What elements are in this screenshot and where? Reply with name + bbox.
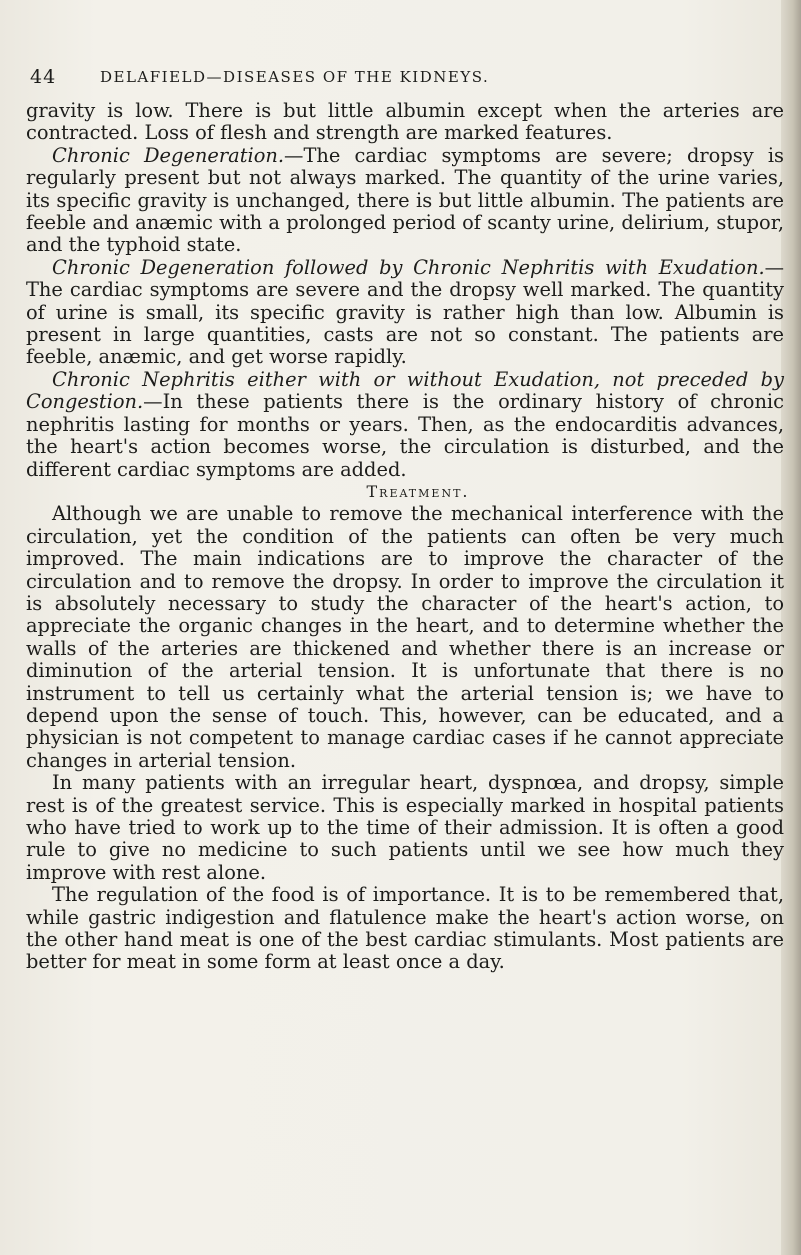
paragraph-heading: Chronic Degeneration. xyxy=(52,143,285,167)
paragraph-text: Although we are unable to remove the mechanical interference with the circulation, yet the condition of the patients can often be very much improved. The main indications are to improve the character of the circulation and to remove the dropsy. In order to improve the circulation it is absolutely necessary to study the character of the heart's action, to appreciate the organic changes in the heart, and to determine whether the walls of the arteries are thickened and whether there is an increase or diminution of the arterial tension. It is unfortunate that there is no instrument to tell us certainly what the arterial tension is; we have to depend upon the sense of touch. This, however, can be educated, and a physician is not competent to manage cardiac cases if he cannot appreciate changes in arterial tension. xyxy=(26,502,784,772)
paragraph xyxy=(26,369,784,481)
paragraph-text: —The cardiac symptoms are severe; dropsy is regularly present but not always marked. The quantity of the urine varies, its specific gravity is unchanged, there is but little albumin. The patients are feeble and anæmic with a prolonged period of scanty urine, delirium, stupor, and the typhoid state. xyxy=(26,143,784,257)
paragraph-heading: Chronic Nephritis either with or without Exudation, not preceded by Congestion. xyxy=(26,367,784,414)
page-number: 44 xyxy=(30,66,57,88)
paragraph-text: The regulation of the food is of importance. It is to be remembered that, while gastric indigestion and flatulence make the heart's action worse, on the other hand meat is one of the best cardiac stimulants. Most patients are better for meat in some form at least once a day. xyxy=(26,883,784,974)
paragraph xyxy=(26,145,784,257)
paragraph xyxy=(26,503,784,772)
body-text xyxy=(26,100,784,974)
paragraph xyxy=(26,100,784,145)
page-header xyxy=(30,66,730,90)
paragraph xyxy=(26,257,784,369)
page-edge xyxy=(781,0,801,1255)
paragraph xyxy=(26,884,784,974)
paragraph-text: gravity is low. There is but little albumin except when the arteries are contracted. Loss of flesh and strength are marked features. xyxy=(26,99,784,145)
section-title: Treatment. xyxy=(366,481,470,501)
paragraph-text: —In these patients there is the ordinary history of chronic nephritis lasting for months or years. Then, as the endocarditis advances, the heart's action becomes worse, the circulation is disturbed, and the different cardiac symptoms are added. xyxy=(26,390,784,481)
paragraph-heading: Chronic Degeneration followed by Chronic Nephritis with Exudation. xyxy=(52,255,765,279)
running-head: DELAFIELD—DISEASES OF THE KIDNEYS. xyxy=(100,68,490,86)
paragraph-text: In many patients with an irregular heart, dyspnœa, and dropsy, simple rest is of the greatest service. This is especially marked in hospital patients who have tried to work up to the time of their admission. It is often a good rule to give no medicine to such patients until we see how much they improve with rest alone. xyxy=(26,771,784,884)
paragraph-text: —The cardiac symptoms are severe and the dropsy well marked. The quantity of urine is small, its specific gravity is rather high than low. Albumin is present in large quantities, casts are not so constant. The patients are feeble, anæmic, and get worse rapidly. xyxy=(26,255,784,369)
paragraph xyxy=(26,772,784,884)
